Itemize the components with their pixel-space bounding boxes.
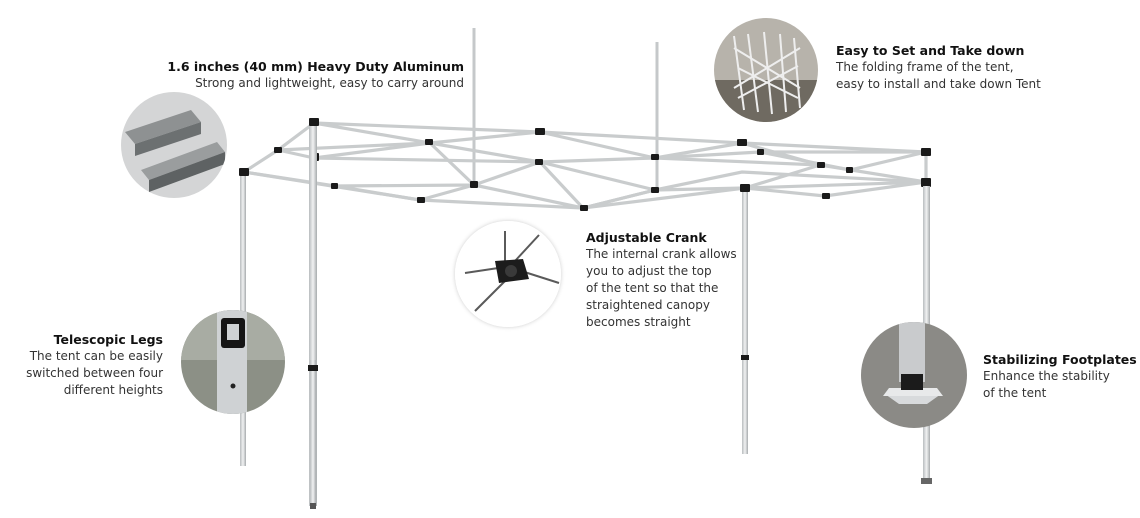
callout-text: of the tent bbox=[983, 386, 1047, 400]
crank-mechanism-thumbnail bbox=[455, 221, 561, 327]
callout-title: Telescopic Legs bbox=[53, 332, 163, 347]
callout-title: Easy to Set and Take down bbox=[836, 43, 1025, 58]
callout-text: easy to install and take down Tent bbox=[836, 77, 1041, 91]
callout-text: of the tent so that the bbox=[586, 281, 719, 295]
aluminum-callout bbox=[167, 58, 464, 92]
folded-frame-icon bbox=[714, 18, 818, 122]
folded-frame-thumbnail bbox=[714, 18, 818, 122]
aluminum-profile-thumbnail bbox=[121, 92, 227, 198]
telescopic-leg-icon bbox=[181, 310, 285, 414]
crank-callout bbox=[586, 229, 737, 331]
callout-text: different heights bbox=[63, 383, 163, 397]
callout-title: 1.6 inches (40 mm) Heavy Duty Aluminum bbox=[167, 59, 464, 74]
setup-callout bbox=[836, 42, 1041, 93]
footplates-callout bbox=[983, 351, 1137, 402]
callout-title: Adjustable Crank bbox=[586, 230, 707, 245]
callout-text: switched between four bbox=[26, 366, 163, 380]
callout-text: you to adjust the top bbox=[586, 264, 712, 278]
callout-text: Strong and lightweight, easy to carry around bbox=[195, 76, 464, 90]
callout-text: The folding frame of the tent, bbox=[836, 60, 1014, 74]
callout-text: The tent can be easily bbox=[29, 349, 163, 363]
footplate-thumbnail bbox=[861, 322, 967, 428]
callout-text: straightened canopy bbox=[586, 298, 710, 312]
aluminum-profile-icon bbox=[121, 92, 227, 198]
legs-callout bbox=[26, 331, 163, 399]
footplate-icon bbox=[861, 322, 967, 428]
telescopic-leg-thumbnail bbox=[181, 310, 285, 414]
callout-text: Enhance the stability bbox=[983, 369, 1110, 383]
crank-mechanism-icon bbox=[455, 221, 561, 327]
callout-text: The internal crank allows bbox=[586, 247, 737, 261]
callout-title: Stabilizing Footplates bbox=[983, 352, 1137, 367]
center-poles bbox=[474, 28, 657, 190]
callout-text: becomes straight bbox=[586, 315, 691, 329]
